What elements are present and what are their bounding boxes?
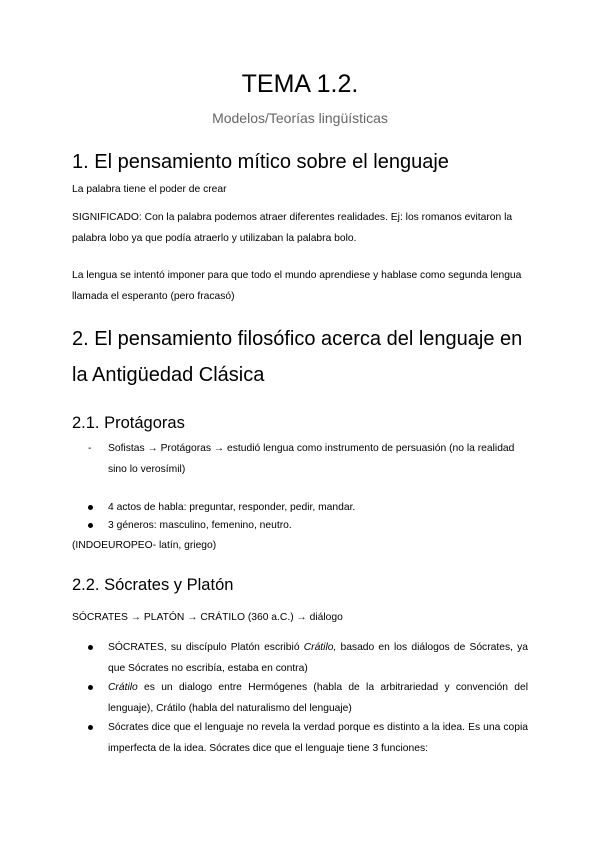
subsection-2-1-heading: 2.1. Protágoras (72, 414, 185, 432)
socrates-bullet-1-post: basado en los diálogos de Sócrates, ya que Sócrates no escribía, estaba en contra) (108, 642, 528, 674)
protagoras-bullet-2: 3 géneros: masculino, femenino, neutro. (108, 520, 292, 531)
section-1-paragraph-2: SIGNIFICADO: Con la palabra podemos atraer diferentes realidades. Ej: los romanos evitaron la palabra lobo ya que podía atraerlo y utilizaban la palabra bolo. (72, 212, 513, 244)
subsection-2-2-heading: 2.2. Sócrates y Platón (72, 576, 234, 594)
bullet-dot (88, 645, 93, 650)
socrates-lineage-line: SÓCRATES → PLATÓN → CRÁTILO (360 a.C.) → diálogo (72, 612, 343, 623)
section-1-paragraph-1: La palabra tiene el poder de crear (72, 184, 227, 195)
socrates-bullet-1-pre: SÓCRATES, su discípulo Platón escribió (108, 642, 304, 653)
document-title: TEMA 1.2. (241, 70, 359, 98)
socrates-bullet-2-italic: Crátilo (108, 682, 138, 693)
protagoras-bullet-1: 4 actos de habla: preguntar, responder, pedir, mandar. (108, 502, 356, 513)
bullet-dot (88, 725, 93, 730)
socrates-bullet-1-italic: Crátilo, (303, 642, 337, 653)
section-2-heading: 2. El pensamiento filosófico acerca del lenguaje en la Antigüedad Clásica (72, 328, 523, 386)
section-1-heading: 1. El pensamiento mítico sobre el lenguaje (72, 151, 449, 173)
dash-marker: - (88, 443, 92, 454)
section-1-paragraph-3: La lengua se intentó imponer para que todo el mundo aprendiese y hablase como segunda lengua llamada el esperanto (pero fracasó) (72, 270, 522, 302)
bullet-dot (88, 685, 93, 690)
document-subtitle: Modelos/Teorías lingüísticas (212, 110, 388, 126)
socrates-bullet-2 (108, 677, 528, 719)
socrates-bullet-1 (108, 637, 528, 679)
socrates-bullet-2-post: es un dialogo entre Hermógenes (habla de la arbitrariedad y convención del lenguaje), Crátilo (habla del naturalismo del lenguaje) (108, 682, 528, 714)
socrates-bullet-3: Sócrates dice que el lenguaje no revela la verdad porque es distinto a la idea. Es una copia imperfecta de la idea. Sócrates dice que el lenguaje tiene 3 funciones: (108, 722, 528, 754)
protagoras-dash-item: Sofistas → Protágoras → estudió lengua como instrumento de persuasión (no la realidad sino lo verosímil) (108, 443, 515, 475)
protagoras-note: (INDOEUROPEO- latín, griego) (72, 540, 217, 551)
bullet-dot (88, 523, 93, 528)
bullet-dot (88, 505, 93, 510)
